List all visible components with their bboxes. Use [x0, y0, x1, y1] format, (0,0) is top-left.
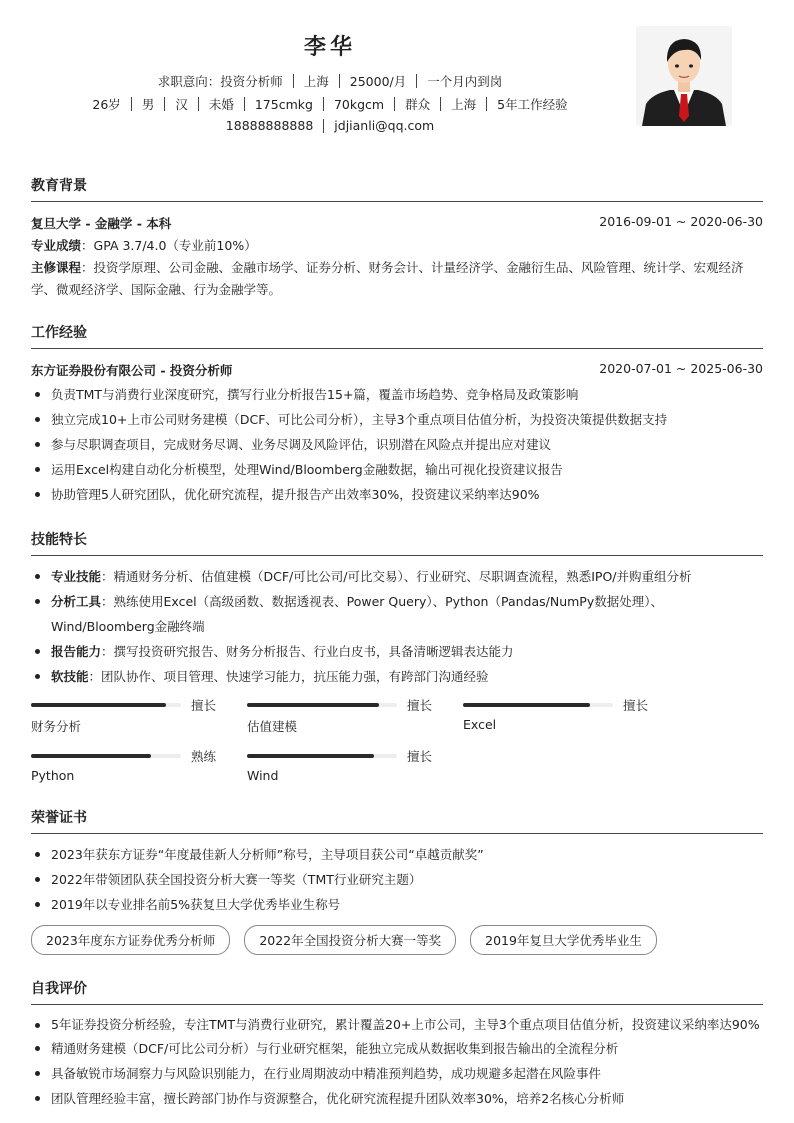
- candidate-name: 李华: [303, 35, 356, 60]
- list-item: 精通财务建模（DCF/可比公司分析）与行业研究框架，能独立完成从数据收集到报告输出的全流程分析: [31, 1036, 763, 1061]
- divider: [323, 97, 324, 111]
- skill-name: 估值建模: [247, 719, 298, 734]
- city: 上海: [303, 74, 329, 89]
- skill-level: 擅长: [190, 698, 216, 713]
- gender: 男: [141, 97, 155, 112]
- education-section: [31, 175, 763, 301]
- gpa-label: 专业成绩: [31, 238, 82, 253]
- section-title: 教育背景: [31, 175, 763, 202]
- phone[interactable]: 18888888888: [225, 118, 314, 133]
- skill-bar: [31, 697, 216, 735]
- job-intent: 求职意向：投资分析师: [157, 74, 283, 89]
- skill-fill: [31, 754, 151, 758]
- skill-level: 擅长: [622, 698, 648, 713]
- section-title: 自我评价: [31, 978, 763, 1005]
- skill-name: Python: [31, 768, 75, 783]
- skill-bar: [247, 697, 432, 735]
- weight: 70kgcm: [333, 96, 385, 112]
- honor-tag: 2019年复旦大学优秀毕业生: [470, 925, 657, 955]
- skill-fill: [463, 703, 590, 707]
- skill-bar: [31, 748, 216, 783]
- location: 上海: [451, 97, 477, 112]
- skill-fill: [247, 703, 379, 707]
- courses-line: [31, 257, 763, 301]
- personal-info-line: [0, 95, 660, 113]
- job-intent-line: [0, 72, 660, 90]
- skill-bar: [463, 697, 648, 732]
- list-item: 2019年以专业排名前5%获复旦大学优秀毕业生称号: [31, 892, 763, 917]
- school-major-degree: 复旦大学 - 金融学 - 本科: [31, 216, 172, 231]
- skill-name: Wind: [247, 768, 279, 783]
- skill-name: 财务分析: [31, 719, 82, 734]
- self-evaluation-list: [31, 1013, 763, 1111]
- section-title: 荣誉证书: [31, 807, 763, 834]
- self-evaluation-section: [31, 978, 763, 1111]
- skill-bar: [247, 748, 432, 783]
- honor-tags: [31, 925, 763, 955]
- height: 175cmkg: [254, 96, 313, 112]
- company-position: 东方证券股份有限公司 - 投资分析师: [31, 363, 233, 378]
- divider: [323, 119, 324, 133]
- divider: [244, 97, 245, 111]
- divider: [416, 74, 417, 88]
- salary: 25000/月: [349, 74, 407, 89]
- gpa-line: [31, 235, 763, 257]
- divider: [198, 97, 199, 111]
- divider: [486, 97, 487, 111]
- education-date: 2016-09-01 ~ 2020-06-30: [599, 214, 763, 229]
- experience-years: 5年工作经验: [497, 97, 568, 112]
- skill-level: 擅长: [406, 749, 432, 764]
- list-item: 5年证券投资分析经验，专注TMT与消费行业研究，累计覆盖20+上市公司，主导3个重点项目估值分析，投资建议采纳率达90%: [31, 1013, 763, 1036]
- list-item: 负责TMT与消费行业深度研究，撰写行业分析报告15+篇，覆盖市场趋势、竞争格局及政策影响: [31, 382, 763, 407]
- list-item: 2023年获东方证券“年度最佳新人分析师”称号，主导项目获公司“卓越贡献奖”: [31, 842, 763, 867]
- skills-section: [31, 529, 763, 689]
- divider: [293, 74, 294, 88]
- divider: [394, 97, 395, 111]
- political-status: 群众: [405, 97, 431, 112]
- skill-fill: [247, 754, 374, 758]
- courses-label: 主修课程: [31, 260, 82, 275]
- skills-list: [31, 564, 763, 689]
- ethnicity: 汉: [175, 97, 188, 112]
- work-duties-list: [31, 382, 763, 507]
- divider: [131, 97, 132, 111]
- profile-photo: [636, 26, 732, 126]
- contact-line: [0, 118, 660, 133]
- honors-section: [31, 807, 763, 955]
- list-item: 2022年带领团队获全国投资分析大赛一等奖（TMT行业研究主题）: [31, 867, 763, 892]
- list-item: 软技能：团队协作、项目管理、快速学习能力，抗压能力强，有跨部门沟通经验: [31, 664, 763, 689]
- list-item: 参与尽职调查项目，完成财务尽调、业务尽调及风险评估，识别潜在风险点并提出应对建议: [31, 432, 763, 457]
- list-item: 团队管理经验丰富，擅长跨部门协作与资源整合，优化研究流程提升团队效率30%，培养2名核心分析师: [31, 1086, 763, 1111]
- skill-name: Excel: [463, 717, 497, 732]
- list-item: 分析工具：熟练使用Excel（高级函数、数据透视表、Power Query）、Python（Pandas/NumPy数据处理）、Wind/Bloomberg金融终端: [31, 589, 763, 639]
- honor-tag: 2023年度东方证券优秀分析师: [31, 925, 230, 955]
- marital-status: 未婚: [208, 97, 234, 112]
- courses-value: ：投资学原理、公司金融、金融市场学、证券分析、财务会计、计量经济学、金融衍生品、风险管理、统计学、宏观经济学、微观经济学、国际金融、行为金融学等。: [31, 260, 744, 297]
- list-item: 报告能力：撰写投资研究报告、财务分析报告、行业白皮书，具备清晰逻辑表达能力: [31, 639, 763, 664]
- work-section: [31, 322, 763, 507]
- list-item: 协助管理5人研究团队，优化研究流程，提升报告产出效率30%，投资建议采纳率达90%: [31, 482, 763, 507]
- list-item: 具备敏锐市场洞察力与风险识别能力，在行业周期波动中精准预判趋势，成功规避多起潜在风险事件: [31, 1061, 763, 1086]
- list-item: 专业技能：精通财务分析、估值建模（DCF/可比公司/可比交易）、行业研究、尽职调查流程，熟悉IPO/并购重组分析: [31, 564, 763, 589]
- honors-list: [31, 842, 763, 917]
- email[interactable]: jdjianli@qq.com: [334, 118, 435, 133]
- skill-level: 擅长: [406, 698, 432, 713]
- work-date: 2020-07-01 ~ 2025-06-30: [599, 361, 763, 376]
- divider: [440, 97, 441, 111]
- honor-tag: 2022年全国投资分析大赛一等奖: [244, 925, 456, 955]
- section-title: 工作经验: [31, 322, 763, 349]
- skill-fill: [31, 703, 166, 707]
- age: 26岁: [92, 97, 121, 112]
- list-item: 运用Excel构建自动化分析模型，处理Wind/Bloomberg金融数据，输出可视化投资建议报告: [31, 457, 763, 482]
- skill-level: 熟练: [190, 749, 216, 764]
- list-item: 独立完成10+上市公司财务建模（DCF、可比公司分析），主导3个重点项目估值分析，为投资决策提供数据支持: [31, 407, 763, 432]
- section-title: 技能特长: [31, 529, 763, 556]
- divider: [164, 97, 165, 111]
- divider: [339, 74, 340, 88]
- gpa-value: ：GPA 3.7/4.0（专业前10%）: [81, 238, 257, 253]
- availability: 一个月内到岗: [427, 74, 503, 89]
